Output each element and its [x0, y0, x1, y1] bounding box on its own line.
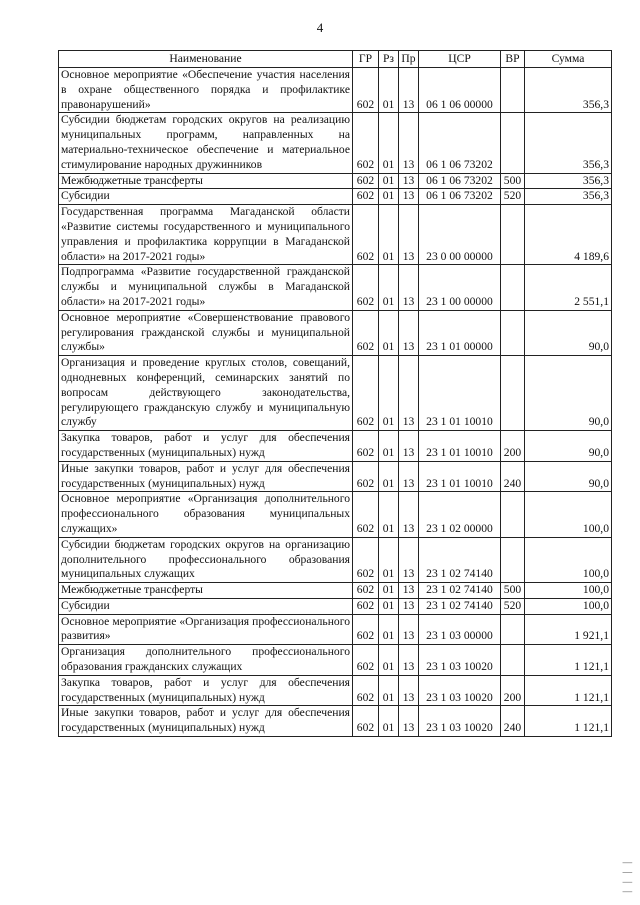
- cell-vr: [501, 645, 525, 676]
- cell-gr: 602: [353, 583, 379, 599]
- cell-pr: 13: [399, 189, 419, 205]
- header-sum: Сумма: [525, 51, 612, 68]
- table-row: [59, 614, 612, 645]
- cell-csr: 23 1 03 10020: [419, 675, 501, 706]
- cell-sum: 100,0: [525, 598, 612, 614]
- cell-pr: 13: [399, 614, 419, 645]
- table-row: [59, 537, 612, 582]
- cell-rz: 01: [379, 173, 399, 189]
- cell-pr: 13: [399, 310, 419, 355]
- cell-vr: 500: [501, 173, 525, 189]
- cell-pr: 13: [399, 265, 419, 310]
- cell-sum: 2 551,1: [525, 265, 612, 310]
- cell-vr: [501, 68, 525, 113]
- cell-sum: 356,3: [525, 173, 612, 189]
- cell-name: Организация и проведение круглых столов, совещаний, однодневных конференций, семинарских занятий по вопросам действующего законодательства, регулирующего гражданскую службу и муниципальную службу: [59, 356, 353, 431]
- cell-name: Межбюджетные трансферты: [59, 583, 353, 599]
- cell-name: Организация дополнительного профессионального образования гражданских служащих: [59, 645, 353, 676]
- cell-name: Основное мероприятие «Организация дополнительного профессионального образования муниципальных служащих»: [59, 492, 353, 537]
- cell-rz: 01: [379, 614, 399, 645]
- cell-rz: 01: [379, 189, 399, 205]
- cell-sum: 356,3: [525, 189, 612, 205]
- table-row: [59, 598, 612, 614]
- cell-rz: 01: [379, 431, 399, 462]
- cell-csr: 06 1 06 00000: [419, 68, 501, 113]
- margin-mark: │ │ │ │: [623, 860, 632, 896]
- cell-rz: 01: [379, 356, 399, 431]
- cell-name: Субсидии: [59, 598, 353, 614]
- cell-gr: 602: [353, 461, 379, 492]
- cell-rz: 01: [379, 706, 399, 737]
- cell-gr: 602: [353, 706, 379, 737]
- cell-csr: 23 1 02 00000: [419, 492, 501, 537]
- table-body: [59, 68, 612, 737]
- budget-table: [58, 50, 612, 737]
- table-row: [59, 173, 612, 189]
- cell-csr: 23 1 01 10010: [419, 461, 501, 492]
- cell-vr: 200: [501, 675, 525, 706]
- cell-gr: 602: [353, 356, 379, 431]
- table-row: [59, 356, 612, 431]
- cell-name: Закупка товаров, работ и услуг для обеспечения государственных (муниципальных) нужд: [59, 431, 353, 462]
- header-rz: Рз: [379, 51, 399, 68]
- cell-rz: 01: [379, 583, 399, 599]
- cell-sum: 100,0: [525, 492, 612, 537]
- cell-name: Закупка товаров, работ и услуг для обеспечения государственных (муниципальных) нужд: [59, 675, 353, 706]
- cell-vr: 200: [501, 431, 525, 462]
- page-number: 4: [316, 20, 324, 35]
- cell-gr: 602: [353, 614, 379, 645]
- cell-vr: 520: [501, 189, 525, 205]
- cell-gr: 602: [353, 265, 379, 310]
- cell-sum: 1 121,1: [525, 645, 612, 676]
- cell-name: Субсидии: [59, 189, 353, 205]
- cell-name: Основное мероприятие «Обеспечение участия населения в охране общественного порядка и профилактике правонарушений»: [59, 68, 353, 113]
- cell-pr: 13: [399, 461, 419, 492]
- cell-rz: 01: [379, 675, 399, 706]
- cell-csr: 06 1 06 73202: [419, 113, 501, 173]
- cell-pr: 13: [399, 706, 419, 737]
- cell-rz: 01: [379, 265, 399, 310]
- table-row: [59, 645, 612, 676]
- cell-sum: 90,0: [525, 310, 612, 355]
- cell-gr: 602: [353, 68, 379, 113]
- cell-gr: 602: [353, 113, 379, 173]
- cell-sum: 100,0: [525, 537, 612, 582]
- cell-gr: 602: [353, 598, 379, 614]
- header-csr: ЦСР: [419, 51, 501, 68]
- cell-pr: 13: [399, 173, 419, 189]
- cell-rz: 01: [379, 598, 399, 614]
- cell-pr: 13: [399, 492, 419, 537]
- cell-pr: 13: [399, 205, 419, 265]
- cell-pr: 13: [399, 113, 419, 173]
- cell-name: Субсидии бюджетам городских округов на реализацию муниципальных программ, направленных на материально-техническое обеспечение и материальное стимулирование народных дружинников: [59, 113, 353, 173]
- cell-vr: [501, 113, 525, 173]
- cell-csr: 23 0 00 00000: [419, 205, 501, 265]
- cell-csr: 23 1 03 10020: [419, 645, 501, 676]
- cell-vr: [501, 265, 525, 310]
- cell-vr: 520: [501, 598, 525, 614]
- table-row: [59, 265, 612, 310]
- cell-rz: 01: [379, 492, 399, 537]
- cell-gr: 602: [353, 173, 379, 189]
- cell-pr: 13: [399, 431, 419, 462]
- cell-name: Субсидии бюджетам городских округов на организацию дополнительного профессионального образования муниципальных служащих: [59, 537, 353, 582]
- cell-rz: 01: [379, 461, 399, 492]
- cell-name: Межбюджетные трансферты: [59, 173, 353, 189]
- cell-csr: 06 1 06 73202: [419, 173, 501, 189]
- cell-sum: 100,0: [525, 583, 612, 599]
- cell-pr: 13: [399, 583, 419, 599]
- cell-csr: 23 1 01 10010: [419, 431, 501, 462]
- cell-pr: 13: [399, 675, 419, 706]
- table-row: [59, 706, 612, 737]
- cell-gr: 602: [353, 675, 379, 706]
- cell-name: Основное мероприятие «Организация профессионального развития»: [59, 614, 353, 645]
- table-row: [59, 675, 612, 706]
- cell-vr: [501, 205, 525, 265]
- cell-sum: 356,3: [525, 68, 612, 113]
- cell-csr: 23 1 02 74140: [419, 537, 501, 582]
- table-row: [59, 113, 612, 173]
- cell-gr: 602: [353, 189, 379, 205]
- cell-sum: 1 121,1: [525, 675, 612, 706]
- cell-vr: [501, 614, 525, 645]
- cell-pr: 13: [399, 598, 419, 614]
- cell-vr: [501, 356, 525, 431]
- cell-name: Основное мероприятие «Совершенствование правового регулирования гражданской службы и муниципальной службы»: [59, 310, 353, 355]
- table-row: [59, 205, 612, 265]
- cell-name: Иные закупки товаров, работ и услуг для обеспечения государственных (муниципальных) нужд: [59, 706, 353, 737]
- table-header-row: [59, 51, 612, 68]
- cell-sum: 4 189,6: [525, 205, 612, 265]
- table-row: [59, 492, 612, 537]
- cell-rz: 01: [379, 68, 399, 113]
- cell-vr: 500: [501, 583, 525, 599]
- cell-gr: 602: [353, 310, 379, 355]
- cell-vr: [501, 537, 525, 582]
- table-row: [59, 431, 612, 462]
- cell-name: Иные закупки товаров, работ и услуг для обеспечения государственных (муниципальных) нужд: [59, 461, 353, 492]
- header-pr: Пр: [399, 51, 419, 68]
- table-row: [59, 68, 612, 113]
- cell-name: Подпрограмма «Развитие государственной гражданской службы и муниципальной службы в Магаданской области» на 2017-2021 годы»: [59, 265, 353, 310]
- cell-vr: 240: [501, 461, 525, 492]
- cell-sum: 1 121,1: [525, 706, 612, 737]
- cell-sum: 1 921,1: [525, 614, 612, 645]
- cell-gr: 602: [353, 645, 379, 676]
- cell-pr: 13: [399, 68, 419, 113]
- cell-sum: 356,3: [525, 113, 612, 173]
- cell-rz: 01: [379, 310, 399, 355]
- cell-csr: 23 1 01 00000: [419, 310, 501, 355]
- cell-vr: [501, 310, 525, 355]
- cell-pr: 13: [399, 645, 419, 676]
- cell-rz: 01: [379, 113, 399, 173]
- cell-pr: 13: [399, 537, 419, 582]
- cell-vr: [501, 492, 525, 537]
- cell-vr: 240: [501, 706, 525, 737]
- header-vr: ВР: [501, 51, 525, 68]
- cell-gr: 602: [353, 431, 379, 462]
- cell-csr: 23 1 03 00000: [419, 614, 501, 645]
- cell-rz: 01: [379, 645, 399, 676]
- cell-pr: 13: [399, 356, 419, 431]
- cell-name: Государственная программа Магаданской области «Развитие системы государственного и муниципального управления и профилактика коррупции в Магаданской области» на 2017-2021 годы»: [59, 205, 353, 265]
- cell-sum: 90,0: [525, 461, 612, 492]
- table-row: [59, 583, 612, 599]
- cell-csr: 23 1 03 10020: [419, 706, 501, 737]
- header-gr: ГР: [353, 51, 379, 68]
- cell-gr: 602: [353, 492, 379, 537]
- cell-rz: 01: [379, 537, 399, 582]
- table-row: [59, 310, 612, 355]
- cell-csr: 23 1 02 74140: [419, 598, 501, 614]
- cell-csr: 23 1 01 10010: [419, 356, 501, 431]
- table-row: [59, 189, 612, 205]
- header-name: Наименование: [59, 51, 353, 68]
- cell-gr: 602: [353, 205, 379, 265]
- cell-sum: 90,0: [525, 356, 612, 431]
- cell-rz: 01: [379, 205, 399, 265]
- cell-csr: 23 1 02 74140: [419, 583, 501, 599]
- table-row: [59, 461, 612, 492]
- cell-gr: 602: [353, 537, 379, 582]
- cell-csr: 06 1 06 73202: [419, 189, 501, 205]
- cell-sum: 90,0: [525, 431, 612, 462]
- cell-csr: 23 1 00 00000: [419, 265, 501, 310]
